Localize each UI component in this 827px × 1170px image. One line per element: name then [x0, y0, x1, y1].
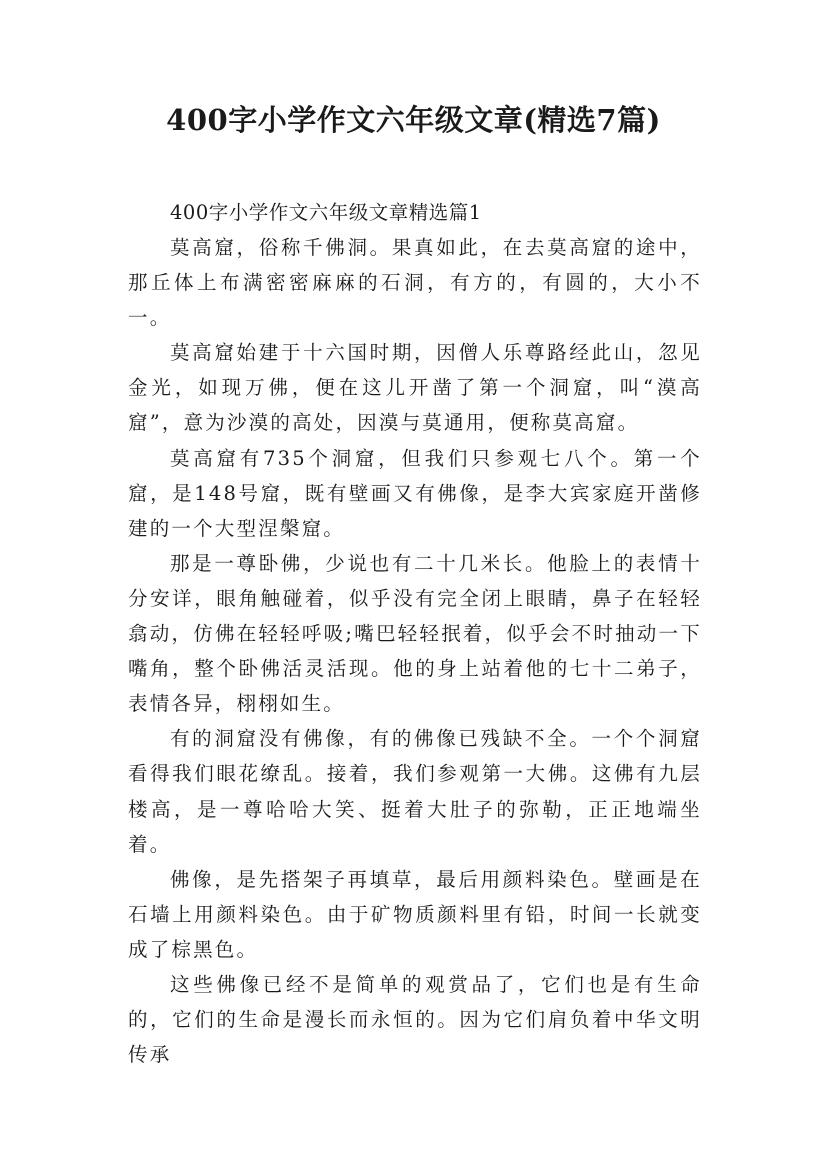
- document-title: 400字小学作文六年级文章(精选7篇): [166, 103, 661, 137]
- paragraph: 佛像，是先搭架子再填草，最后用颜料染色。壁画是在石墙上用颜料染色。由于矿物质颜料里有铅，时间一长就变成了棕黑色。: [128, 867, 702, 961]
- paragraph: 莫高窟，俗称千佛洞。果真如此，在去莫高窟的途中，那丘体上布满密密麻麻的石洞，有方的，有圆的，大小不一。: [128, 236, 702, 330]
- document-body: [128, 195, 702, 1072]
- paragraph: 莫高窟有735个洞窟，但我们只参观七八个。第一个窟，是148号窟，既有壁画又有佛像，是李大宾家庭开凿修建的一个大型涅槃窟。: [128, 446, 702, 540]
- paragraph: 有的洞窟没有佛像，有的佛像已残缺不全。一个个洞窟看得我们眼花缭乱。接着，我们参观第一大佛。这佛有九层楼高，是一尊哈哈大笑、挺着大肚子的弥勒，正正地端坐着。: [128, 727, 702, 856]
- section-subtitle: 400字小学作文六年级文章精选篇1: [170, 201, 482, 224]
- paragraph: 莫高窟始建于十六国时期，因僧人乐尊路经此山，忽见金光，如现万佛，便在这儿开凿了第一个洞窟，叫“漠高窟”，意为沙漠的高处，因漠与莫通用，便称莫高窟。: [128, 341, 702, 435]
- paragraph: 这些佛像已经不是简单的观赏品了，它们也是有生命的，它们的生命是漫长而永恒的。因为它们肩负着中华文明传承: [128, 972, 702, 1067]
- paragraph: 那是一尊卧佛，少说也有二十几米长。他脸上的表情十分安详，眼角触碰着，似乎没有完全闭上眼睛，鼻子在轻轻翕动，仿佛在轻轻呼吸;嘴巴轻轻抿着，似乎会不时抽动一下嘴角，整个卧佛活灵活现。他的身上站着他的七十二弟子，表情各异，栩栩如生。: [128, 551, 702, 716]
